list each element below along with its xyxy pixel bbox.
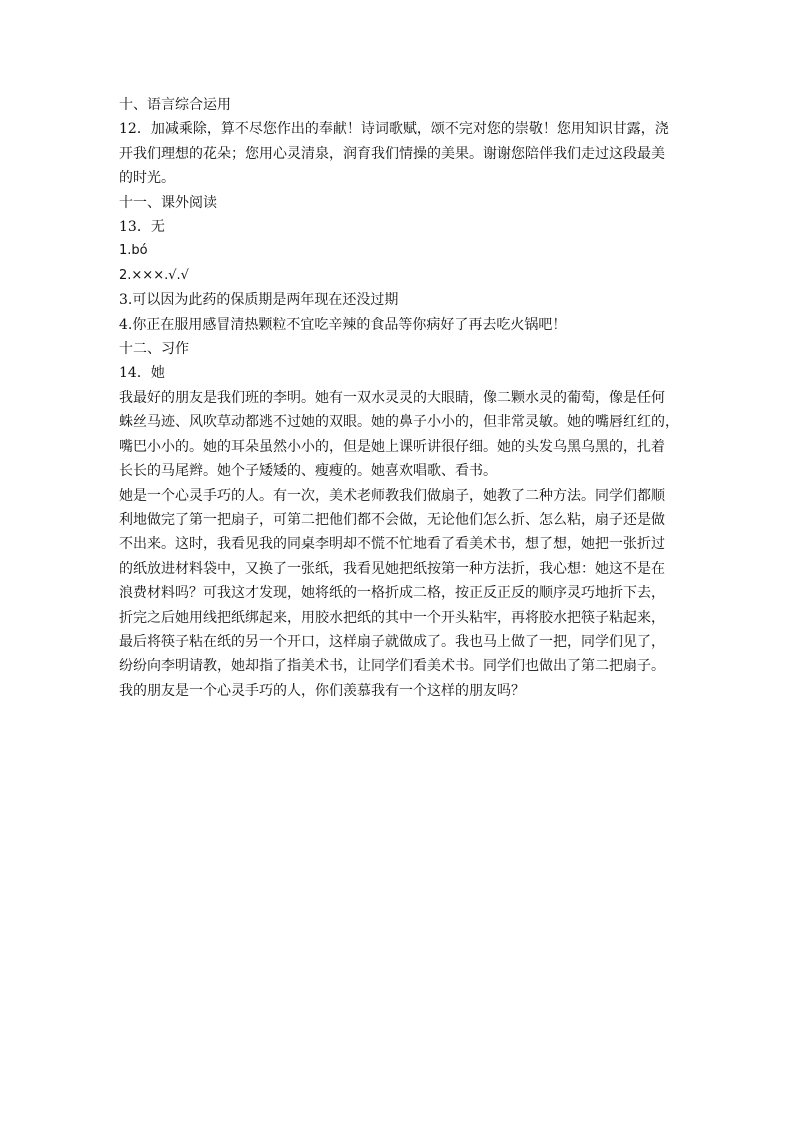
q12-answer [119, 117, 679, 190]
essay-line: 蛛丝马迹、风吹草动都逃不过她的双眼。她的鼻子小小的，但非常灵敏。她的嘴唇红红的， [119, 414, 679, 431]
essay-line: 利地做完了第一把扇子，可第二把他们都不会做，无论他们怎么折、怎么粘，扇子还是做 [119, 511, 665, 528]
essay-line: 最后将筷子粘在纸的另一个开口，这样扇子就做成了。我也马上做了一把，同学们见了， [119, 633, 665, 650]
essay-line: 我的朋友是一个心灵手巧的人，你们羡慕我有一个这样的朋友吗？ [119, 682, 525, 699]
answer-1: 1.bó [119, 243, 148, 259]
essay-line: 浪费材料吗？可我这才发现，她将纸的一格折成二格，按正反正反的顺序灵巧地折下去， [119, 585, 665, 602]
essay-line: 不出来。这时，我看见我的同桌李明却不慌不忙地看了看美术书，想了想，她把一张折过 [119, 536, 665, 553]
essay-line: 纷纷向李明请教，她却指了指美术书，让同学们看美术书。同学们也做出了第二把扇子。 [119, 658, 665, 675]
essay-line: 嘴巴小小的。她的耳朵虽然小小的，但是她上课听讲很仔细。她的头发乌黑乌黑的，扎着 [119, 438, 665, 455]
section-12-heading: 十二、习作 [119, 341, 189, 358]
q12-line: 12．加减乘除，算不尽您作出的奉献！诗词歌赋，颂不完对您的崇敬！您用知识甘露，浇 [119, 121, 669, 138]
q12-line: 开我们理想的花朵；您用心灵清泉，润育我们情操的美果。谢谢您陪伴我们走过这段最美 [119, 145, 665, 162]
q13-label: 13．无 [119, 219, 165, 236]
document-body [119, 93, 679, 703]
essay-line: 她是一个心灵手巧的人。有一次，美术老师教我们做扇子，她教了二种方法。同学们都顺 [119, 487, 665, 504]
section-11-heading: 十一、课外阅读 [119, 194, 217, 211]
essay-line: 我最好的朋友是我们班的李明。她有一双水灵灵的大眼睛，像二颗水灵的葡萄，像是任何 [119, 389, 665, 406]
answer-2: 2.×××.√.√ [119, 267, 189, 283]
essay-line: 长长的马尾辫。她个子矮矮的、瘦瘦的。她喜欢唱歌、看书。 [119, 463, 497, 480]
section-10-heading: 十、语言综合运用 [119, 97, 231, 113]
q14-title: 14．她 [119, 365, 165, 382]
essay-line: 的纸放进材料袋中，又换了一张纸，我看见她把纸按第一种方法折，我心想：她这不是在 [119, 560, 665, 577]
essay-text [119, 386, 679, 703]
essay-line: 折完之后她用线把纸绑起来，用胶水把纸的其中一个开头粘牢，再将胶水把筷子粘起来， [119, 609, 665, 626]
q12-line: 的时光。 [119, 170, 175, 187]
answer-4: 4.你正在服用感冒清热颗粒不宜吃辛辣的食品等你病好了再去吃火锅吧！ [119, 316, 567, 333]
answer-3: 3.可以因为此药的保质期是两年现在还没过期 [119, 292, 399, 309]
